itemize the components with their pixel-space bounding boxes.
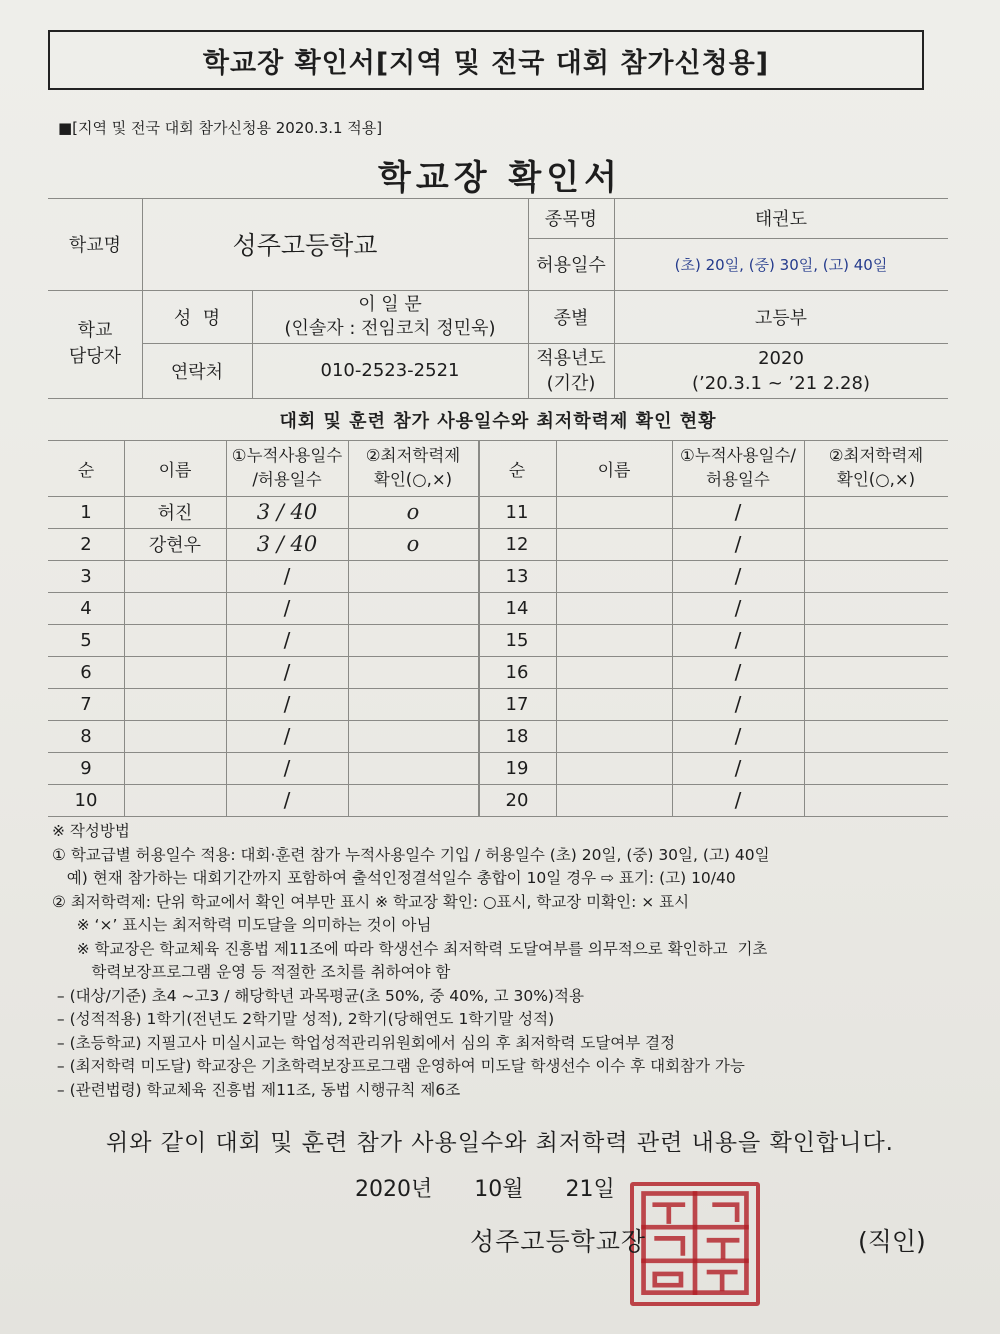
col-header-name-right: 이름 [597,460,631,481]
division-label: 종별 [553,307,589,329]
subnote: ■[지역 및 전국 대회 참가신청용 2020.3.1 적용] [58,119,383,137]
used-days: / [734,756,742,780]
note-line: – (대상/기준) 초4 ~고3 / 해당학년 과목평균(초 50%, 중 40%, 고 30%)적용 [52,986,584,1005]
manager-label-line2: 담당자 [68,346,122,367]
row-number: 3 [80,565,92,587]
min-academic-check [804,688,948,720]
note-line: – (최저학력 미도달) 학교장은 기초학력보장프로그램 운영하여 미도달 학생선수 이수 후 대회참가 가능 [52,1057,745,1075]
student-name [556,528,672,560]
min-academic-check [804,656,948,688]
min-academic-check [348,752,478,784]
min-academic-check [804,624,948,656]
manager-label-line1: 학교 [77,320,113,341]
note-line: – (성적적용) 1학기(전년도 2학기말 성적), 2학기(당해연도 1학기말 성적) [52,1010,555,1028]
student-name: 허진 [157,503,193,524]
student-name [556,688,672,720]
used-days: / [283,788,291,812]
min-academic-check [348,624,478,656]
note-line: ② 최저학력제: 단위 학교에서 확인 여부만 표시 ※ 학교장 확인: ○표시, 학교장 미확인: × 표시 [52,892,690,911]
seal-glyph-icon [634,1186,756,1302]
min-academic-check: o [406,532,420,556]
used-days: / [734,564,742,588]
manager-name: 이 일 문 [358,293,422,315]
min-academic-check [804,784,948,816]
used-days: / [283,564,291,588]
note-line: ① 학교급별 허용일수 적용: 대회·훈련 참가 누적사용일수 기입 / 허용일수 (초) 20일, (중) 30일, (고) 40일 [52,845,770,864]
min-academic-check [348,592,478,624]
document-title: 학교장 확인서 [378,158,622,198]
division-value: 고등부 [754,307,808,329]
used-days: / [734,628,742,652]
used-days: / [734,532,742,556]
row-number: 1 [80,501,92,523]
min-academic-check [804,496,948,528]
student-name [124,784,226,816]
col-header-days-right-line1: ①누적사용일수/ [680,446,796,465]
col-header-min-right-line2: 확인(○,×) [836,470,916,489]
year-value-line1: 2020 [758,347,804,369]
min-academic-check [348,560,478,592]
student-name [124,624,226,656]
col-header-name: 이름 [158,460,192,481]
row-number: 14 [505,597,529,619]
used-days: / [283,660,291,684]
used-days: / [283,596,291,620]
min-academic-check [348,720,478,752]
student-name [124,656,226,688]
used-days: / [734,660,742,684]
min-academic-check [804,720,948,752]
year-value-line2: (’20.3.1 ~ ’21 2.28) [692,372,870,394]
sport-value: 태권도 [754,209,808,230]
min-academic-check: o [406,500,420,524]
used-days: / [734,500,742,524]
row-number: 6 [80,661,92,683]
row-number: 4 [80,597,92,619]
col-header-days-line2: /허용일수 [252,470,322,489]
min-academic-check [348,784,478,816]
min-academic-check [348,656,478,688]
student-name [124,688,226,720]
year-label [528,343,614,398]
min-academic-check [804,528,948,560]
col-header-days-right-line2: 허용일수 [706,470,770,489]
row-number: 2 [80,533,92,555]
instructions [52,820,952,1102]
row-number: 17 [505,693,529,715]
min-academic-check [804,592,948,624]
row-number: 5 [80,629,92,651]
confirmation-statement: 위와 같이 대회 및 훈련 참가 사용일수와 최저학력 관련 내용을 확인합니다. [106,1130,894,1156]
used-days: / [734,788,742,812]
student-name [124,752,226,784]
school-value: 성주고등학교 [232,231,378,260]
row-number: 7 [80,693,92,715]
used-days: / [734,724,742,748]
manager-label [48,290,142,398]
note-line: 예) 현재 참가하는 대회기간까지 포함하여 출석인정결석일수 총합이 10일 경우 ⇨ 표기: (고) 10/40 [52,869,736,887]
note-line: – (초등학교) 지필고사 미실시교는 학업성적관리위원회에서 심의 후 최저학력 도달여부 결정 [52,1033,676,1052]
signer-name: 성주고등학교장 [470,1227,647,1256]
name-label: 성 명 [173,307,221,329]
min-academic-check [804,560,948,592]
issue-date: 2020년 10월 21일 [355,1177,615,1202]
name-value [252,290,528,343]
student-name [124,560,226,592]
note-line: 학력보장프로그램 운영 등 적절한 조치를 취하여야 함 [52,963,451,981]
used-days: / [734,596,742,620]
header-box: 학교장 확인서[지역 및 전국 대회 참가신청용] [48,30,924,90]
student-name [556,496,672,528]
student-name: 강현우 [148,535,202,556]
used-days: / [734,692,742,716]
col-header-min-right-line1: ②최저학력제 [828,446,924,465]
days-value: (초) 20일, (중) 30일, (고) 40일 [674,255,888,274]
rule-line [48,398,948,399]
student-name [124,592,226,624]
days-label: 허용일수 [536,255,606,276]
year-value [614,343,948,398]
col-header-days [226,440,348,496]
col-header-days-line1: ①누적사용일수 [231,446,343,465]
seal-label: (직인) [858,1227,926,1256]
used-days: / [283,724,291,748]
year-label-line2: (기간) [546,372,596,394]
row-number: 9 [80,757,92,779]
col-header-min-line1: ②최저학력제 [365,446,461,465]
col-header-min-line2: 확인(○,×) [373,470,453,489]
school-label: 학교명 [68,235,122,256]
student-name [556,784,672,816]
used-days: 3 / 40 [256,532,318,556]
col-header-days-right [672,440,804,496]
student-name [556,560,672,592]
year-label-line1: 적용년도 [536,347,606,369]
student-name [556,720,672,752]
note-line: – (관련법령) 학교체육 진흥법 제11조, 동법 시행규칙 제6조 [52,1080,461,1099]
row-number: 18 [505,725,529,747]
row-number: 16 [505,661,529,683]
row-number: 8 [80,725,92,747]
student-name [556,624,672,656]
student-name [556,752,672,784]
row-number: 12 [505,533,529,555]
rule-line [48,816,948,817]
official-seal [630,1182,760,1306]
row-number: 13 [505,565,529,587]
row-number: 19 [505,757,529,779]
min-academic-check [348,688,478,720]
col-header-no: 순 [77,460,95,481]
used-days: / [283,692,291,716]
col-header-min-right [804,440,948,496]
min-academic-check [804,752,948,784]
row-number: 20 [505,789,529,811]
section-title: 대회 및 훈련 참가 사용일수와 최저학력제 확인 현황 [279,411,717,432]
row-number: 10 [74,789,98,811]
note-line: ※ ‘×’ 표시는 최저학력 미도달을 의미하는 것이 아님 [52,916,432,934]
note-line: ※ 학교장은 학교체육 진흥법 제11조에 따라 학생선수 최저학력 도달여부를 의무적으로 확인하고 기초 [52,939,768,958]
student-name [556,656,672,688]
contact-label: 연락처 [170,361,224,383]
col-header-no-right: 순 [508,460,526,481]
sport-label: 종목명 [544,209,598,230]
row-number: 15 [505,629,529,651]
note-line: ※ 작성방법 [52,822,130,840]
used-days: 3 / 40 [256,500,318,524]
used-days: / [283,628,291,652]
used-days: / [283,756,291,780]
student-name [124,720,226,752]
manager-sub: (인솔자 : 전임코치 정민욱) [284,317,496,339]
contact-value: 010-2523-2521 [320,360,460,381]
student-name [556,592,672,624]
col-header-min [348,440,478,496]
row-number: 11 [505,501,529,523]
